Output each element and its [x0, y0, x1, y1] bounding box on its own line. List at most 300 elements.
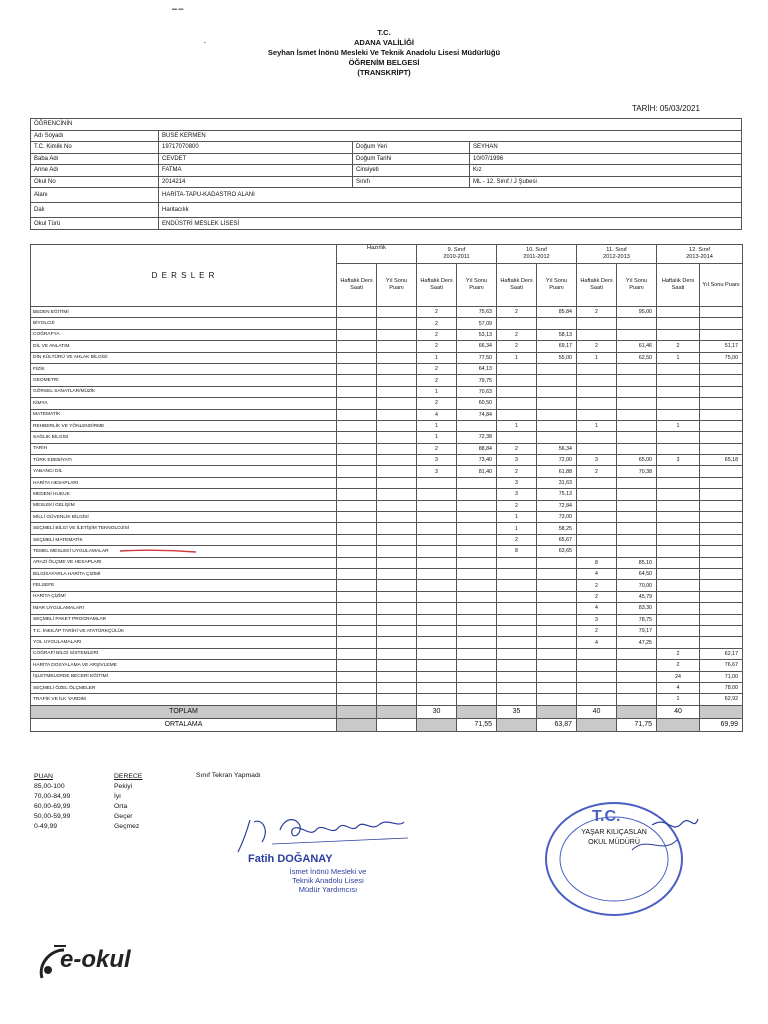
- grade12-puan: 78,00: [700, 682, 743, 693]
- hazirlik-puan: [377, 671, 417, 682]
- grade12-puan: [700, 534, 743, 545]
- official-stamp: [532, 795, 702, 925]
- legend-row: [34, 812, 142, 822]
- grade12-puan: [700, 512, 743, 523]
- grade9-header: [417, 245, 497, 264]
- hazirlik-puan: [377, 375, 417, 386]
- course-name: REHBERLİK VE YÖNLENDİRME: [31, 420, 337, 431]
- course-name: BEDEN EĞİTİMİ: [31, 307, 337, 318]
- grade11-puan: [617, 409, 657, 420]
- grade9-saat: 2: [417, 307, 457, 318]
- grade12-saat: [657, 477, 700, 488]
- course-row: [31, 625, 743, 636]
- grade9-saat: 2: [417, 341, 457, 352]
- grade10-saat: [497, 386, 537, 397]
- grade11-puan: [617, 398, 657, 409]
- grade10-puan: 75,13: [537, 489, 577, 500]
- grade9-saat: [417, 603, 457, 614]
- grade12-puan: [700, 489, 743, 500]
- legend-row: [34, 792, 142, 802]
- ortalama-10: 63,87: [537, 718, 577, 731]
- grade10-puan: [537, 375, 577, 386]
- course-name: FELSEFE: [31, 580, 337, 591]
- value-alan: HARİTA-TAPU-KADASTRO ALANI: [159, 188, 742, 203]
- course-row: [31, 386, 743, 397]
- hazirlik-saat: [337, 398, 377, 409]
- course-row: [31, 477, 743, 488]
- grade11-puan: [617, 386, 657, 397]
- grade12-saat: 2: [657, 341, 700, 352]
- hazirlik-saat: [337, 591, 377, 602]
- grade10-puan: [537, 318, 577, 329]
- grade10-puan: 69,17: [537, 341, 577, 352]
- course-row: [31, 660, 743, 671]
- header-valilik: ADANA VALİLİĞİ: [354, 38, 414, 47]
- grade10-saat: 1: [497, 512, 537, 523]
- legend-puan: 85,00-100: [34, 783, 65, 790]
- course-row: [31, 443, 743, 454]
- ortalama-blank: [657, 718, 700, 731]
- grade9-year: 2010-2011: [443, 254, 470, 260]
- grade11-saat: [577, 694, 617, 705]
- grade10-puan: 58,13: [537, 329, 577, 340]
- red-underline-mark: [118, 548, 198, 554]
- grade11-puan: [617, 477, 657, 488]
- grade11-saat: [577, 660, 617, 671]
- grade11-puan: 45,79: [617, 591, 657, 602]
- grade10-puan: 72,00: [537, 455, 577, 466]
- ortalama-11: 71,75: [617, 718, 657, 731]
- grade12-puan: [700, 523, 743, 534]
- grade9-puan: [457, 568, 497, 579]
- grade10-puan: [537, 614, 577, 625]
- ortalama-12: 69,99: [700, 718, 743, 731]
- grade9-puan: 57,09: [457, 318, 497, 329]
- grade10-puan: [537, 398, 577, 409]
- grade9-puan: 73,40: [457, 455, 497, 466]
- grade11-puan: [617, 489, 657, 500]
- course-name: SEÇMELİ BİLGİ VE İLETİŞİM TEKNOLOJİSİ: [31, 523, 337, 534]
- grade11-saat: [577, 409, 617, 420]
- grade9-saat: [417, 523, 457, 534]
- hazirlik-puan: [377, 455, 417, 466]
- legend-rows: [34, 782, 142, 832]
- legend-derece: İyi: [114, 793, 121, 800]
- grade11-puan: [617, 694, 657, 705]
- legend-puan: 70,00-84,99: [34, 793, 71, 800]
- hazirlik-saat: [337, 329, 377, 340]
- toplam-label: TOPLAM: [31, 705, 337, 718]
- course-row: [31, 500, 743, 511]
- grade9-puan: [457, 489, 497, 500]
- stamp-tc: T.C.: [592, 808, 621, 825]
- grade9-saat: [417, 591, 457, 602]
- label-dogum-yeri: Doğum Yeri: [353, 142, 470, 154]
- course-row: [31, 523, 743, 534]
- grade12-header: [657, 245, 743, 264]
- grade12-puan: 51,17: [700, 341, 743, 352]
- course-row: [31, 682, 743, 693]
- grade10-puan: [537, 420, 577, 431]
- ortalama-hazirlik: [377, 718, 417, 731]
- toplam-10: 35: [497, 705, 537, 718]
- hazirlik-puan: [377, 432, 417, 443]
- grade9-saat: [417, 546, 457, 557]
- grade10-header: [497, 245, 577, 264]
- label-tc: T.C. Kimlik No: [31, 142, 159, 154]
- grade9-saat: 1: [417, 352, 457, 363]
- hazirlik-saat: [337, 614, 377, 625]
- grade9-puan: [457, 637, 497, 648]
- grade11-saat: 2: [577, 625, 617, 636]
- header-school: Seyhan İsmet İnönü Mesleki Ve Teknik Anadolu Lisesi Müdürlüğü: [267, 48, 501, 57]
- grade9-puan: [457, 534, 497, 545]
- hazirlik-saat: [337, 637, 377, 648]
- course-row: [31, 614, 743, 625]
- grade11-saat: 8: [577, 557, 617, 568]
- hazirlik-puan: [377, 466, 417, 477]
- grade12-saat: [657, 500, 700, 511]
- grade9-puan: [457, 546, 497, 557]
- grade12-saat: [657, 432, 700, 443]
- grade10-puan: [537, 671, 577, 682]
- grade12-saat: [657, 443, 700, 454]
- grade9-puan: 77,50: [457, 352, 497, 363]
- grade12-saat: [657, 637, 700, 648]
- grade10-saat: [497, 409, 537, 420]
- hazirlik-puan: [377, 386, 417, 397]
- course-row: [31, 648, 743, 659]
- grade11-saat: 1: [577, 420, 617, 431]
- grade10-puan: [537, 660, 577, 671]
- hazirlik-header: Hazırlık: [337, 245, 417, 264]
- hazirlik-puan: [377, 682, 417, 693]
- grade11-saat: [577, 386, 617, 397]
- legend-row: [34, 822, 142, 832]
- grade11-saat: [577, 477, 617, 488]
- grade12-puan: [700, 568, 743, 579]
- course-row: [31, 398, 743, 409]
- course-name: MİLLİ GÜVENLİK BİLGİSİ: [31, 512, 337, 523]
- value-dogum-yeri: SEYHAN: [470, 142, 742, 154]
- grade9-saat: [417, 534, 457, 545]
- haftalik-header: Haftalık Ders Saati: [657, 264, 700, 307]
- grade11-saat: [577, 546, 617, 557]
- hazirlik-saat: [337, 568, 377, 579]
- grades-table: [30, 244, 743, 732]
- grade12-saat: 2: [657, 660, 700, 671]
- grade9-saat: 2: [417, 318, 457, 329]
- grade10-saat: [497, 363, 537, 374]
- hazirlik-puan: [377, 580, 417, 591]
- grade11-saat: 4: [577, 603, 617, 614]
- grade9-puan: [457, 682, 497, 693]
- grade12-saat: 2: [657, 648, 700, 659]
- hazirlik-saat: [337, 625, 377, 636]
- grade12-saat: [657, 489, 700, 500]
- value-dal: Haritacılık: [159, 203, 742, 218]
- grade11-saat: [577, 318, 617, 329]
- grade11-puan: [617, 648, 657, 659]
- grade12-puan: [700, 432, 743, 443]
- grade10-saat: [497, 648, 537, 659]
- hazirlik-puan: [377, 660, 417, 671]
- course-row: [31, 603, 743, 614]
- grade10-saat: [497, 694, 537, 705]
- grade9-puan: 66,34: [457, 341, 497, 352]
- hazirlik-saat: [337, 694, 377, 705]
- grade11-puan: [617, 534, 657, 545]
- grade11-saat: 2: [577, 307, 617, 318]
- grade11-puan: [617, 329, 657, 340]
- grade9-puan: [457, 591, 497, 602]
- legend-puan-label: PUAN: [34, 773, 53, 780]
- grade12-saat: [657, 546, 700, 557]
- haftalik-header: Haftalık Ders Saati: [417, 264, 457, 307]
- grade10-puan: [537, 625, 577, 636]
- course-name: HARİTA HESAPLARI: [31, 477, 337, 488]
- course-name: SEÇMELİ MATEMATİK: [31, 534, 337, 545]
- course-name: DİL VE ANLATIM: [31, 341, 337, 352]
- grade10-puan: [537, 648, 577, 659]
- hazirlik-puan: [377, 409, 417, 420]
- grade11-saat: [577, 682, 617, 693]
- grade12-saat: [657, 375, 700, 386]
- hazirlik-puan: [377, 500, 417, 511]
- grade12-puan: [700, 420, 743, 431]
- yilsonu-header: Yıl Sonu Puanı: [537, 264, 577, 307]
- grade10-saat: [497, 580, 537, 591]
- hazirlik-saat: [337, 443, 377, 454]
- grade11-saat: 2: [577, 466, 617, 477]
- grade10-puan: [537, 568, 577, 579]
- course-name: ARAZİ ÖLÇME VE HESAPLARI: [31, 557, 337, 568]
- legend-row: [34, 802, 142, 812]
- toplam-blank: [537, 705, 577, 718]
- hazirlik-saat: [337, 386, 377, 397]
- label-okulno: Okul No: [31, 176, 159, 188]
- grade9-puan: [457, 420, 497, 431]
- grade11-puan: [617, 443, 657, 454]
- course-row: [31, 512, 743, 523]
- course-name: SEÇMELİ PAKET PROGRAMLAR: [31, 614, 337, 625]
- course-name: MATEMATİK: [31, 409, 337, 420]
- course-row: [31, 637, 743, 648]
- hazirlik-saat: [337, 318, 377, 329]
- grade12-saat: [657, 386, 700, 397]
- toplam-hazirlik: [337, 705, 377, 718]
- value-okulno: 2014214: [159, 176, 353, 188]
- course-row: [31, 557, 743, 568]
- grade9-puan: [457, 523, 497, 534]
- course-name: COĞRAFİ BİLGİ SİSTEMLERİ: [31, 648, 337, 659]
- grade11-saat: 2: [577, 341, 617, 352]
- yilsonu-header: Yıl Sonu Puanı: [457, 264, 497, 307]
- grade9-puan: [457, 648, 497, 659]
- grade11-saat: [577, 398, 617, 409]
- hazirlik-saat: [337, 477, 377, 488]
- grade12-saat: 24: [657, 671, 700, 682]
- ortalama-label: ORTALAMA: [31, 718, 337, 731]
- signer-title-3: Müdür Yardımcısı: [298, 885, 358, 894]
- yilsonu-header: Yıl Sonu Puanı: [617, 264, 657, 307]
- label-alan: Alanı: [31, 188, 159, 203]
- grade9-saat: 4: [417, 409, 457, 420]
- grade10-saat: [497, 318, 537, 329]
- grade12-saat: [657, 557, 700, 568]
- grade9-saat: [417, 637, 457, 648]
- grade9-puan: [457, 603, 497, 614]
- grade10-puan: [537, 603, 577, 614]
- grade9-saat: [417, 682, 457, 693]
- grade10-saat: [497, 432, 537, 443]
- student-info-table: [30, 118, 742, 230]
- course-name: MESLEKİ GELİŞİM: [31, 500, 337, 511]
- grade11-puan: [617, 500, 657, 511]
- legend-derece: Geçer: [114, 813, 133, 820]
- grade11-year: 2012-2013: [603, 254, 630, 260]
- grading-legend: [34, 772, 142, 832]
- grade9-puan: [457, 671, 497, 682]
- course-row: [31, 568, 743, 579]
- hazirlik-saat: [337, 341, 377, 352]
- signer-title-2: Teknik Anadolu Lisesi: [292, 876, 364, 885]
- principal-block: [566, 828, 662, 848]
- grade9-puan: [457, 512, 497, 523]
- grade10-saat: 8: [497, 546, 537, 557]
- scan-speck: ▪: [204, 40, 206, 46]
- grade10-saat: [497, 603, 537, 614]
- hazirlik-puan: [377, 363, 417, 374]
- grade11-saat: 2: [577, 591, 617, 602]
- grade10-puan: [537, 682, 577, 693]
- course-row: [31, 341, 743, 352]
- grade9-saat: [417, 625, 457, 636]
- hazirlik-saat: [337, 648, 377, 659]
- label-okul-turu: Okul Türü: [31, 218, 159, 230]
- grade11-puan: 47,25: [617, 637, 657, 648]
- signer-title-1: İsmet İnönü Mesleki ve: [289, 867, 367, 876]
- hazirlik-saat: [337, 512, 377, 523]
- course-row: [31, 671, 743, 682]
- grade10-puan: [537, 591, 577, 602]
- hazirlik-saat: [337, 489, 377, 500]
- hazirlik-puan: [377, 591, 417, 602]
- grade11-saat: 1: [577, 352, 617, 363]
- grade10-saat: 2: [497, 466, 537, 477]
- grade9-saat: 3: [417, 455, 457, 466]
- grade9-puan: 88,84: [457, 443, 497, 454]
- grade12-puan: 76,67: [700, 660, 743, 671]
- label-adi-soyadi: Adı Soyadı: [31, 130, 159, 142]
- grade11-puan: 83,30: [617, 603, 657, 614]
- ortalama-blank: [417, 718, 457, 731]
- grade9-puan: 64,13: [457, 363, 497, 374]
- grade12-saat: 3: [657, 455, 700, 466]
- grade10-puan: 55,00: [537, 352, 577, 363]
- grade12-puan: 71,00: [700, 671, 743, 682]
- grade12-puan: [700, 591, 743, 602]
- grade11-saat: [577, 523, 617, 534]
- course-rows: [31, 307, 743, 706]
- grade9-saat: 1: [417, 432, 457, 443]
- grade9-puan: [457, 694, 497, 705]
- grade12-puan: [700, 375, 743, 386]
- course-name: HARİTA ÇİZİMİ: [31, 591, 337, 602]
- course-name: YOL UYGULAMALARI: [31, 637, 337, 648]
- hazirlik-puan: [377, 489, 417, 500]
- grade11-puan: [617, 512, 657, 523]
- grade9-saat: 2: [417, 363, 457, 374]
- grade12-saat: [657, 466, 700, 477]
- grade12-saat: [657, 398, 700, 409]
- legend-puan: 50,00-59,99: [34, 813, 71, 820]
- ortalama-9: 71,55: [457, 718, 497, 731]
- hazirlik-saat: [337, 307, 377, 318]
- grade10-saat: 1: [497, 420, 537, 431]
- grade11-puan: 70,38: [617, 466, 657, 477]
- hazirlik-puan: [377, 420, 417, 431]
- grade9-puan: 81,40: [457, 466, 497, 477]
- grade9-saat: [417, 557, 457, 568]
- toplam-blank: [617, 705, 657, 718]
- grade11-puan: [617, 682, 657, 693]
- grade10-puan: [537, 694, 577, 705]
- course-name: BİYOLOJİ: [31, 318, 337, 329]
- grade11-saat: [577, 375, 617, 386]
- date: TARİH: 05/03/2021: [632, 104, 700, 113]
- grade9-puan: 60,50: [457, 398, 497, 409]
- grade11-saat: 4: [577, 637, 617, 648]
- grade11-saat: [577, 500, 617, 511]
- header-transkript: (TRANSKRİPT): [357, 68, 411, 77]
- hazirlik-puan: [377, 625, 417, 636]
- course-row: [31, 580, 743, 591]
- grade10-saat: 2: [497, 341, 537, 352]
- grade12-puan: [700, 318, 743, 329]
- grade11-saat: [577, 671, 617, 682]
- grade11-puan: 79,17: [617, 625, 657, 636]
- ortalama-blank: [577, 718, 617, 731]
- eokul-logo: e-okul: [60, 946, 131, 973]
- legend-row: [34, 782, 142, 792]
- value-sinif: ML - 12. Sınıf / J Şubesi: [470, 176, 742, 188]
- grade11-puan: [617, 523, 657, 534]
- grade11-label: 11. Sınıf: [606, 247, 627, 253]
- hazirlik-saat: [337, 455, 377, 466]
- grade10-puan: 85,84: [537, 307, 577, 318]
- grade9-saat: [417, 512, 457, 523]
- hazirlik-saat: [337, 603, 377, 614]
- grade11-puan: 62,50: [617, 352, 657, 363]
- document-header: [0, 28, 768, 78]
- grade10-saat: [497, 614, 537, 625]
- label-anne: Anne Adı: [31, 165, 159, 177]
- grade9-saat: 1: [417, 386, 457, 397]
- grade11-puan: 64,50: [617, 568, 657, 579]
- course-name: MEDENİ HUKUK: [31, 489, 337, 500]
- repeat-note: Sınıf Tekran Yapmadı: [196, 772, 261, 779]
- hazirlik-saat: [337, 500, 377, 511]
- grade12-saat: [657, 329, 700, 340]
- grade12-saat: [657, 591, 700, 602]
- course-row: [31, 455, 743, 466]
- course-row: [31, 534, 743, 545]
- course-name: TRAFİK VE İLK YARDIM: [31, 694, 337, 705]
- grade11-puan: [617, 546, 657, 557]
- grade10-saat: 2: [497, 534, 537, 545]
- grade11-puan: [617, 363, 657, 374]
